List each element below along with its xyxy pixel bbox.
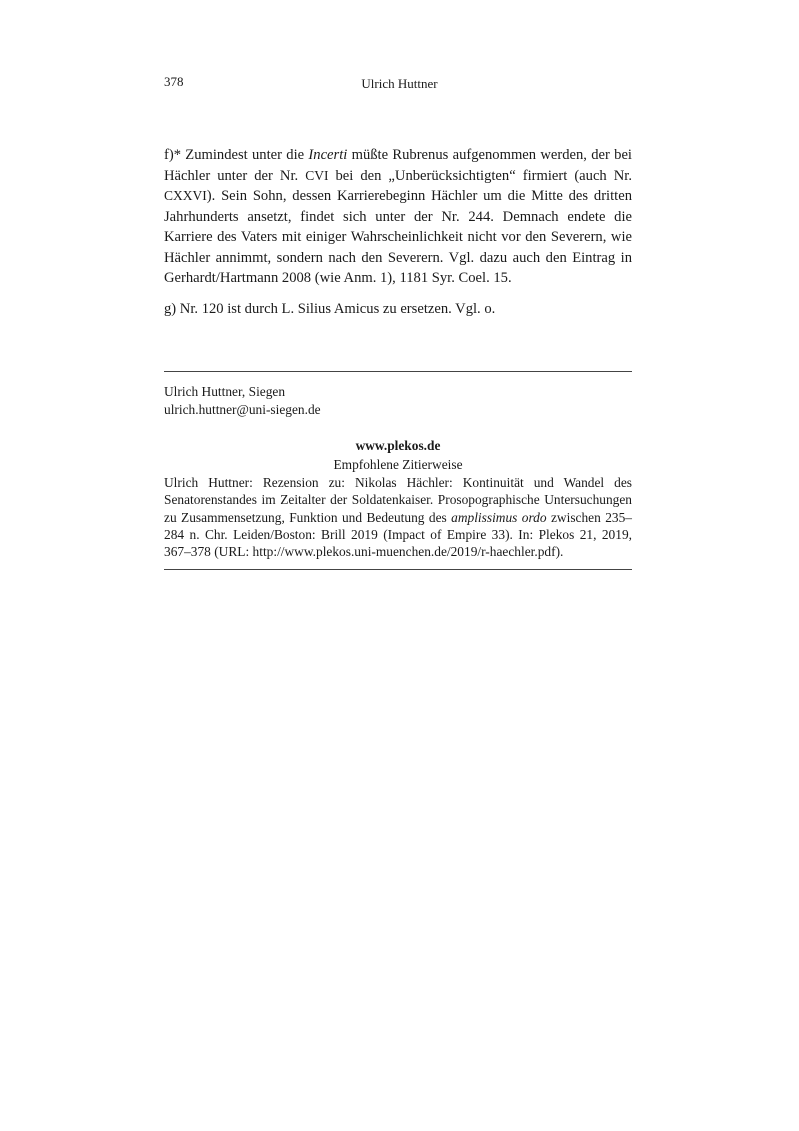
author-block [164,383,321,418]
text-fragment: ). Sein Sohn, dessen Karrierebeginn Hächler um die Mitte des dritten Jahrhunderts ansetzt, findet sich unter der Nr. 244. Demnach endete die Karriere des Vaters mit einiger Wahrscheinlichkeit nicht vor den Severern, wie Hächler annimmt, sondern nach den Severern. Vgl. dazu auch den Eintrag in Gerhardt/Hartmann 2008 (wie Anm. 1), 1181 Syr. Coel. 15. [164,188,632,286]
citation-block [164,437,632,561]
body-text [164,145,632,329]
site-link[interactable]: www.plekos.de [355,438,441,453]
paragraph-g: g) Nr. 120 ist durch L. Silius Amicus zu ersetzen. Vgl. o. [164,300,496,317]
author-affiliation: Ulrich Huttner, Siegen [164,384,286,399]
text-fragment: f)* Zumindest unter die [164,147,309,163]
italic-term: Incerti [308,147,348,163]
paragraph-f [164,145,632,289]
text-fragment: müßte Rubrenus aufgenommen werden, der bei Hächler unter der Nr. [164,147,632,184]
author-email: ulrich.huttner@uni-siegen.de [164,401,321,417]
roman-numeral: CXXVI [164,188,207,203]
text-fragment: zwischen 235–284 n. Chr. Leiden/Boston: Brill 2019 (Impact of Empire 33). In: Plekos 21, 2019, 367–378 (URL: http://www.plekos.uni-muenchen.de/2019/r-haechler.pdf). [164,509,632,560]
page-number: 378 [164,74,184,89]
citation-heading: Empfohlene Zitierweise [333,457,463,473]
citation-text [164,474,632,561]
running-head: Ulrich Huttner [361,76,438,91]
italic-term: amplissimus ordo [451,509,547,525]
divider [164,569,632,570]
text-fragment: bei den „Unberücksichtigten“ firmiert (auch Nr. [328,167,632,184]
divider [164,371,632,372]
roman-numeral: CVI [305,167,329,183]
text-fragment: Ulrich Huttner: Rezension zu: Nikolas Hächler: Kontinuität und Wandel des Senatorenstandes im Zeitalter der Soldatenkaiser. Prosopographische Untersuchungen zu Zusammensetzung, Funktion und Bedeutung des [164,474,632,525]
